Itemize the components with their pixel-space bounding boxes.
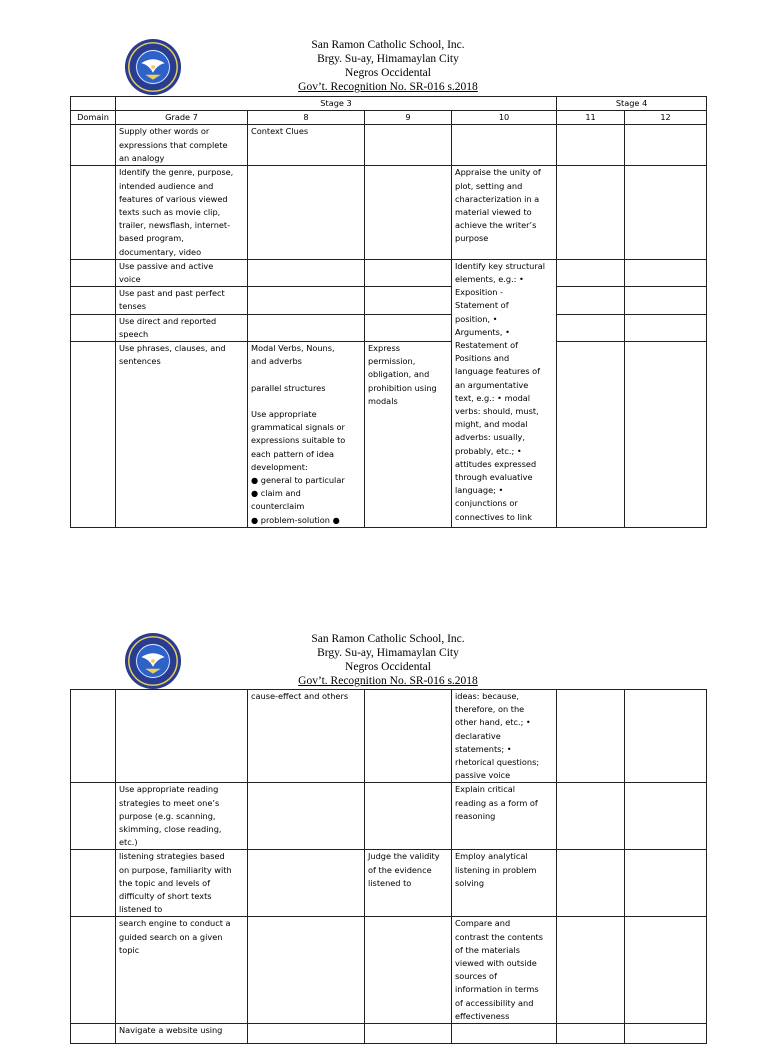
grade12-cell (625, 287, 707, 314)
grade8-cell: Context Clues (248, 125, 365, 166)
school-name: San Ramon Catholic School, Inc. (311, 39, 465, 51)
domain-cell (71, 166, 116, 259)
grade10-cell: Employ analytical listening in problem solving (452, 850, 557, 917)
page1-header (0, 38, 768, 98)
domain-cell (71, 287, 116, 314)
grade9-cell (365, 917, 452, 1024)
grade10-cell (452, 1024, 557, 1044)
col-header-grade7: Grade 7 (116, 111, 248, 125)
domain-cell (71, 783, 116, 850)
recognition-line-wrap (238, 675, 538, 689)
grade8-cell: cause-effect and others (248, 690, 365, 783)
grade9-cell (365, 287, 452, 314)
stage-header-blank (71, 97, 116, 111)
grade9-cell (365, 259, 452, 286)
col-header-domain: Domain (71, 111, 116, 125)
grade7-cell: listening strategies based on purpose, familiarity with the topic and levels of difficulty of short texts listened to (116, 850, 248, 917)
curriculum-table-page1 (70, 96, 707, 528)
recognition-number: Gov’t. Recognition No. SR-016 s.2018 (298, 81, 478, 93)
grade11-cell (557, 1024, 625, 1044)
domain-cell (71, 259, 116, 286)
domain-cell (71, 690, 116, 783)
grade7-cell: Use appropriate reading strategies to meet one’s purpose (e.g. scanning, skimming, close reading, etc.) (116, 783, 248, 850)
grade7-cell: Navigate a website using (116, 1024, 248, 1044)
grade9-cell (365, 1024, 452, 1044)
col-header-grade12: 12 (625, 111, 707, 125)
grade9-cell: Judge the validity of the evidence listened to (365, 850, 452, 917)
grade12-cell (625, 125, 707, 166)
grade11-cell (557, 125, 625, 166)
grade8-cell (248, 314, 365, 341)
grade7-cell: Identify the genre, purpose, intended audience and features of various viewed texts such as movie clip, trailer, newsflash, internet- based program, documentary, video (116, 166, 248, 259)
grade11-cell (557, 287, 625, 314)
domain-cell (71, 917, 116, 1024)
domain-cell (71, 342, 116, 528)
grade8-cell (248, 287, 365, 314)
table-row (71, 917, 707, 1024)
grade9-cell (365, 166, 452, 259)
grade7-cell: Use past and past perfect tenses (116, 287, 248, 314)
school-province: Negros Occidental (345, 67, 431, 79)
table-row (71, 259, 707, 286)
domain-cell (71, 314, 116, 341)
stage3-header: Stage 3 (116, 97, 557, 111)
grade8-cell (248, 783, 365, 850)
table-row (71, 850, 707, 917)
domain-cell (71, 125, 116, 166)
grade11-cell (557, 259, 625, 286)
grade9-cell (365, 783, 452, 850)
col-header-grade8: 8 (248, 111, 365, 125)
grade11-cell (557, 690, 625, 783)
grade7-cell (116, 690, 248, 783)
grade12-cell (625, 342, 707, 528)
grade12-cell (625, 850, 707, 917)
grade7-cell: Use phrases, clauses, and sentences (116, 342, 248, 528)
grade10-cell: Appraise the unity of plot, setting and characterization in a material viewed to achieve the writer’s purpose (452, 166, 557, 259)
grade11-cell (557, 783, 625, 850)
school-address: Brgy. Su-ay, Himamaylan City (317, 647, 459, 659)
grade10-cell (452, 125, 557, 166)
school-name: San Ramon Catholic School, Inc. (311, 633, 465, 645)
domain-cell (71, 850, 116, 917)
grade11-cell (557, 917, 625, 1024)
grade10-cell: Explain critical reading as a form of reasoning (452, 783, 557, 850)
grade9-cell (365, 125, 452, 166)
grade8-cell (248, 850, 365, 917)
grade12-cell (625, 259, 707, 286)
grade8-cell: Modal Verbs, Nouns, and adverbs parallel structures Use appropriate grammatical signals or expressions suitable to each pattern of idea development: ● general to particular ● claim and counterclaim ● problem-solution ● (248, 342, 365, 528)
grade8-cell (248, 166, 365, 259)
col-header-grade9: 9 (365, 111, 452, 125)
grade10-cell: Compare and contrast the contents of the materials viewed with outside sources of information in terms of accessibility and effectiveness (452, 917, 557, 1024)
school-seal-icon (124, 632, 182, 690)
curriculum-table-page2 (70, 689, 707, 1044)
stage4-header: Stage 4 (557, 97, 707, 111)
grade10-cell: Identify key structural elements, e.g.: • Exposition - Statement of position, • Arguments, • Restatement of Positions and language features of an argumentative text, e.g.: • modal verbs: should, must, might, and modal adverbs: usually, probably, etc.; • attitudes expressed through evaluative language; • conjunctions or connectives to link (452, 259, 557, 527)
grade9-cell: Express permission, obligation, and prohibition using modals (365, 342, 452, 528)
grade11-cell (557, 850, 625, 917)
grade10-cell: ideas: because, therefore, on the other hand, etc.; • declarative statements; • rhetorical questions; passive voice (452, 690, 557, 783)
recognition-number: Gov’t. Recognition No. SR-016 s.2018 (298, 675, 478, 687)
table-row (71, 1024, 707, 1044)
grade12-cell (625, 690, 707, 783)
school-province: Negros Occidental (345, 661, 431, 673)
grade7-cell: search engine to conduct a guided search on a given topic (116, 917, 248, 1024)
grade8-cell (248, 1024, 365, 1044)
grade12-cell (625, 314, 707, 341)
grade8-cell (248, 259, 365, 286)
grade9-cell (365, 314, 452, 341)
grade11-cell (557, 166, 625, 259)
column-header-row (71, 111, 707, 125)
school-address: Brgy. Su-ay, Himamaylan City (317, 53, 459, 65)
table-row (71, 314, 707, 341)
table-row (71, 166, 707, 259)
grade9-cell (365, 690, 452, 783)
grade12-cell (625, 783, 707, 850)
table-row (71, 783, 707, 850)
grade11-cell (557, 342, 625, 528)
page2-header (0, 632, 768, 692)
grade12-cell (625, 917, 707, 1024)
recognition-line-wrap (238, 81, 538, 95)
grade7-cell: Supply other words or expressions that complete an analogy (116, 125, 248, 166)
grade12-cell (625, 1024, 707, 1044)
col-header-grade10: 10 (452, 111, 557, 125)
school-seal-icon (124, 38, 182, 96)
grade8-cell (248, 917, 365, 1024)
grade12-cell (625, 166, 707, 259)
col-header-grade11: 11 (557, 111, 625, 125)
grade11-cell (557, 314, 625, 341)
table-row (71, 287, 707, 314)
grade7-cell: Use passive and active voice (116, 259, 248, 286)
domain-cell (71, 1024, 116, 1044)
table-row (71, 342, 707, 528)
grade7-cell: Use direct and reported speech (116, 314, 248, 341)
table-row (71, 690, 707, 783)
table-row (71, 125, 707, 166)
stage-header-row (71, 97, 707, 111)
